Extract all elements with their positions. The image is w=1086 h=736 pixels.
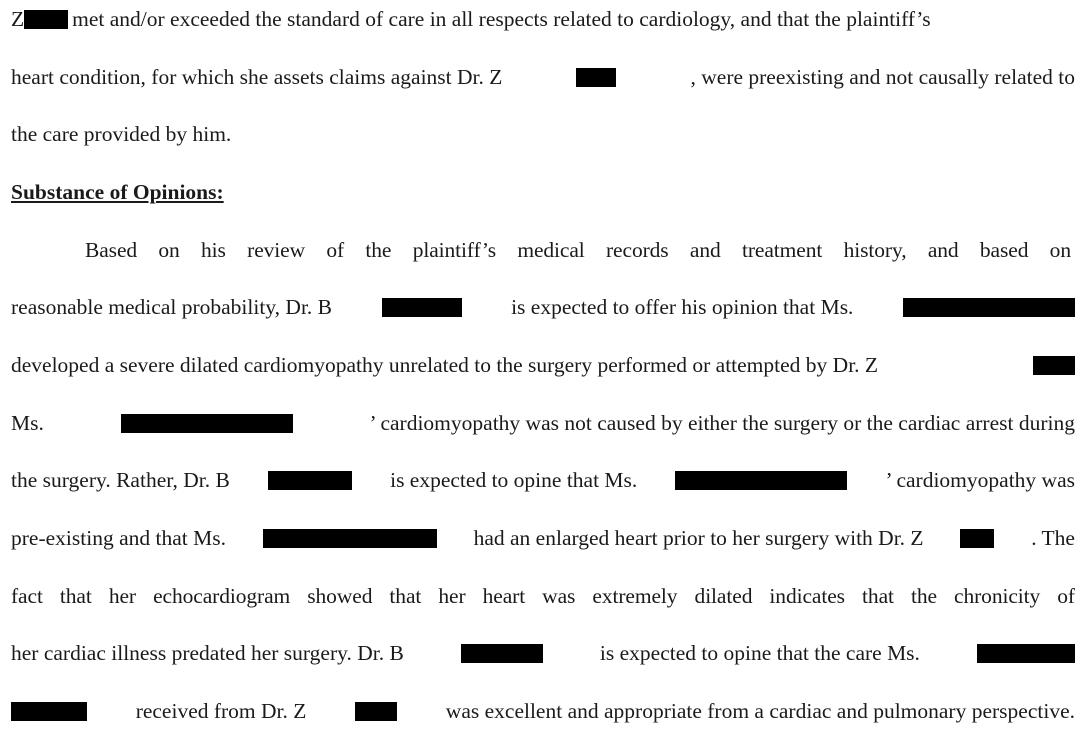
- paragraph-2-line-1: [11, 235, 1075, 265]
- paragraph-1-line-1: [11, 4, 1075, 34]
- paragraph-2-line-5: [11, 465, 1075, 495]
- text-segment: pre-existing and that Ms.: [11, 526, 226, 550]
- text-segment: fact that her echocardiogram showed that her heart was extremely dilated indicates that the chronicity of: [11, 584, 1075, 608]
- paragraph-1-line-3: [11, 119, 1075, 149]
- redaction-block: [1033, 356, 1075, 375]
- text-segment: ’ cardiomyopathy was: [885, 468, 1075, 492]
- redaction-block: [675, 471, 847, 490]
- redaction-block: [382, 298, 462, 317]
- text-segment: . The: [1031, 526, 1075, 550]
- text-segment: Ms.: [11, 411, 44, 435]
- text-segment: is expected to opine that Ms.: [390, 468, 638, 492]
- text-segment: the surgery. Rather, Dr. B: [11, 468, 230, 492]
- redaction-block: [121, 414, 293, 433]
- text-segment: ’ cardiomyopathy was not caused by either the surgery or the cardiac arrest during: [369, 411, 1075, 435]
- redaction-block: [24, 10, 68, 29]
- paragraph-2-line-7: [11, 581, 1075, 611]
- text-segment: is expected to offer his opinion that Ms.: [511, 295, 854, 319]
- text-segment: was excellent and appropriate from a cardiac and pulmonary perspective.: [445, 699, 1075, 723]
- redaction-block: [903, 298, 1075, 317]
- text-segment: developed a severe dilated cardiomyopathy unrelated to the surgery performed or attempted by Dr. Z: [11, 353, 879, 377]
- paragraph-2-line-6: [11, 523, 1075, 553]
- text-segment: met and/or exceeded the standard of care in all respects related to cardiology, and that the plaintiff’s: [72, 7, 931, 31]
- paragraph-2-line-4: [11, 408, 1075, 438]
- paragraph-2-line-9: [11, 696, 1075, 726]
- redaction-block: [355, 702, 397, 721]
- text-segment: received from Dr. Z: [135, 699, 307, 723]
- text-segment: heart condition, for which she assets claims against Dr. Z: [11, 65, 503, 89]
- redaction-block: [268, 471, 352, 490]
- text-segment: had an enlarged heart prior to her surgery with Dr. Z: [473, 526, 924, 550]
- paragraph-1-line-2: [11, 62, 1075, 92]
- text-segment: , were preexisting and not causally related to: [690, 65, 1075, 89]
- redaction-block: [263, 529, 437, 548]
- text-segment: Based on his review of the plaintiff’s medical records and treatment history, and based on: [85, 238, 1071, 262]
- paragraph-2-line-8: [11, 638, 1075, 668]
- paragraph-2-line-3: [11, 350, 1075, 380]
- redaction-block: [977, 644, 1075, 663]
- redaction-block: [576, 68, 616, 87]
- text-segment: reasonable medical probability, Dr. B: [11, 295, 333, 319]
- text-segment: Z: [11, 7, 25, 31]
- redaction-block: [11, 702, 87, 721]
- redaction-block: [461, 644, 543, 663]
- heading-substance-of-opinions: Substance of Opinions:: [11, 180, 224, 204]
- section-heading: [11, 177, 1075, 207]
- redaction-block: [960, 529, 994, 548]
- text-segment: is expected to opine that the care Ms.: [599, 641, 920, 665]
- paragraph-2-line-2: [11, 292, 1075, 322]
- text-segment: the care provided by him.: [11, 122, 232, 146]
- text-segment: her cardiac illness predated her surgery. Dr. B: [11, 641, 404, 665]
